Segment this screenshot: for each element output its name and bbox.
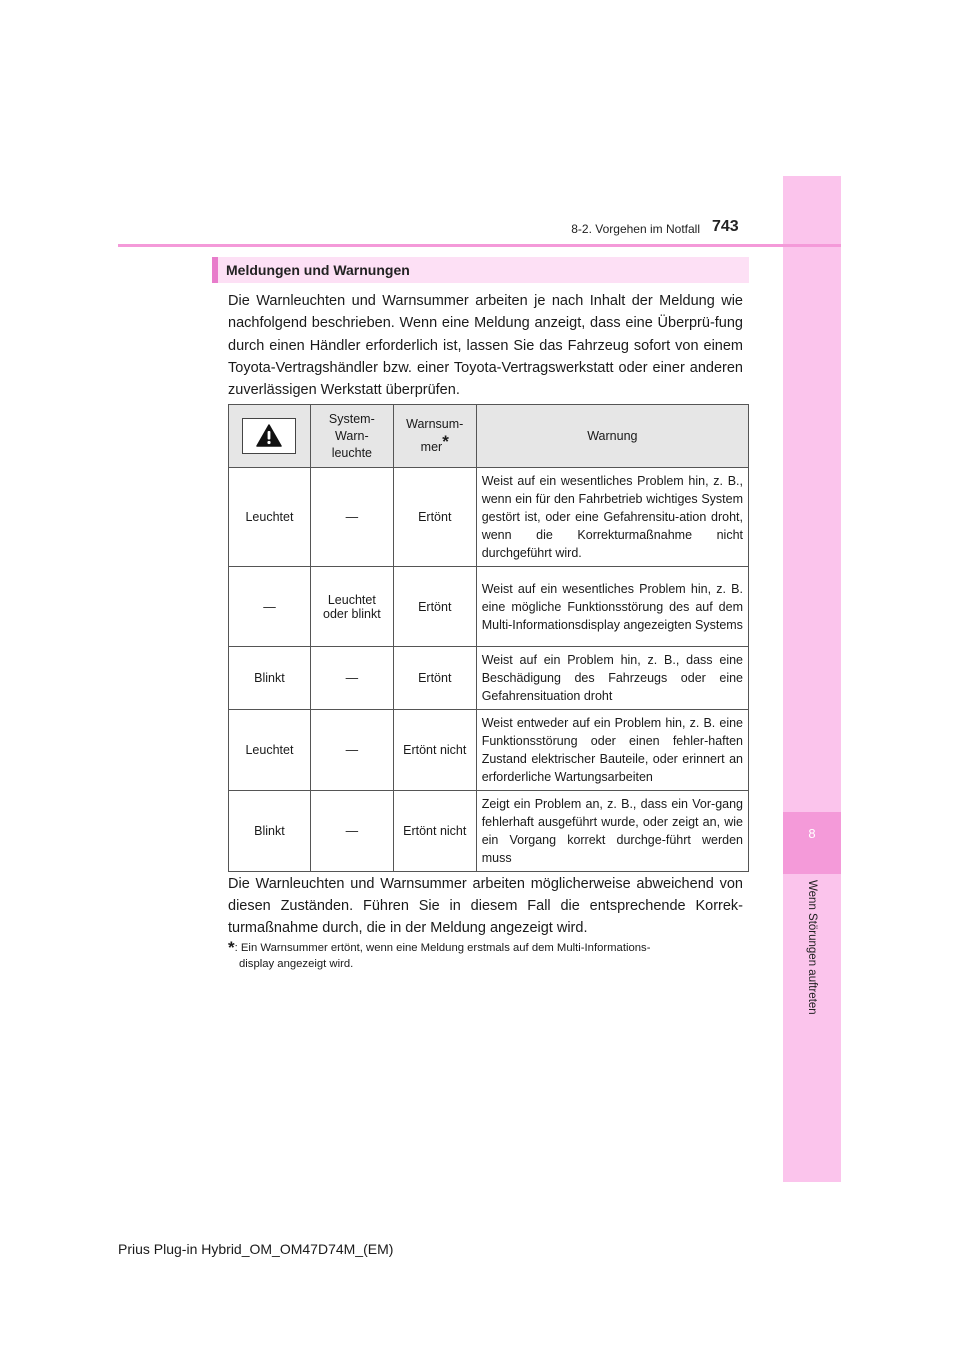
table-cell-warnleuchte: Leuchtet [229,710,311,791]
header-warnsummer: Warnsum-mer* [393,405,476,468]
table-cell-warnsummer: Ertönt nicht [393,710,476,791]
table-row [229,647,749,710]
page-number: 743 [712,218,739,235]
chapter-title: Wenn Störungen auftreten [806,880,818,1015]
warning-table [228,404,749,872]
table-cell-warnsummer: Ertönt [393,468,476,567]
header-system-warnleuchte: System-Warn-leuchte [310,405,393,468]
footnote-star: * [228,938,235,957]
header-icon-cell [229,405,311,468]
table-cell-warnleuchte: Blinkt [229,791,311,872]
table-cell-system-warnleuchte: — [310,791,393,872]
table-cell-warnsummer: Ertönt [393,647,476,710]
footnote [228,940,748,972]
section-heading-text: Meldungen und Warnungen [226,262,410,278]
table-row [229,567,749,647]
warning-triangle-icon [242,418,296,454]
table-cell-warnsummer: Ertönt nicht [393,791,476,872]
table-row [229,468,749,567]
intro-paragraph: Die Warnleuchten und Warnsummer arbeiten je nach Inhalt der Meldung wie nachfolgend beschrieben. Wenn eine Meldung anzeigt, dass eine Überprü-fung durch einen Händler erforderlich ist, lassen Sie das Fahrzeug sofort von einem Toyota-Vertragshändler bzw. einer Toyota-Vertragswerkstatt oder einer anderen zuverlässigen Werkstatt überprüfen. [228,293,743,399]
chapter-number: 8 [808,826,816,841]
table-cell-warnung: Weist auf ein wesentliches Problem hin, z. B., wenn ein für den Fahrbetrieb wichtiges System gestört ist, oder eine Gefahrensitu-ation droht, wenn die Korrekturmaßnahme nicht durchgeführt wird. [476,468,748,567]
footnote-line1: : Ein Warnsummer ertönt, wenn eine Meldung erstmals auf dem Multi-Informations- [234,942,651,954]
section-heading [212,257,749,283]
table-cell-system-warnleuchte: — [310,468,393,567]
footnote-line2: display angezeigt wird. [239,958,354,970]
table-cell-warnung: Weist auf ein wesentliches Problem hin, z. B. eine mögliche Funktionsstörung des auf dem Multi-Informationsdisplay angezeigten Systems [476,567,748,647]
table-header-row [229,405,749,468]
table-row [229,791,749,872]
table-cell-warnung: Weist auf ein Problem hin, z. B., dass eine Beschädigung des Fahrzeugs oder eine Gefahrensituation droht [476,647,748,710]
header-divider [118,244,841,247]
footer-doc-id: Prius Plug-in Hybrid_OM_OM47D74M_(EM) [118,1241,394,1257]
table-cell-warnleuchte: Blinkt [229,647,311,710]
table-cell-warnung: Weist entweder auf ein Problem hin, z. B. eine Funktionsstörung oder einen fehler-haften Zustand elektrischer Bauteile, oder erinnert an erforderliche Wartungsarbeiten [476,710,748,791]
header-warnsummer-star: * [442,432,449,451]
section-heading-bar [212,257,218,283]
table-cell-warnung: Zeigt ein Problem an, z. B., dass ein Vor-gang fehlerhaft ausgeführt wurde, oder zeigt an, wie ein Vorgang korrekt durchge-führt werden muss [476,791,748,872]
table-cell-warnleuchte: — [229,567,311,647]
header-warnung: Warnung [476,405,748,468]
table-cell-warnsummer: Ertönt [393,567,476,647]
header-section: 8-2. Vorgehen im Notfall [571,222,700,236]
table-cell-warnleuchte: Leuchtet [229,468,311,567]
table-cell-system-warnleuchte: — [310,647,393,710]
table-row [229,710,749,791]
outro-paragraph: Die Warnleuchten und Warnsummer arbeiten möglicherweise abweichend von diesen Zuständen. Führen Sie in diesem Fall die entsprechende Korrek-turmaßnahme durch, die in der Meldung angezeigt wird. [228,876,743,936]
table-cell-system-warnleuchte: — [310,710,393,791]
table-cell-system-warnleuchte: Leuchtet oder blinkt [310,567,393,647]
chapter-side-tab-active [783,812,841,874]
